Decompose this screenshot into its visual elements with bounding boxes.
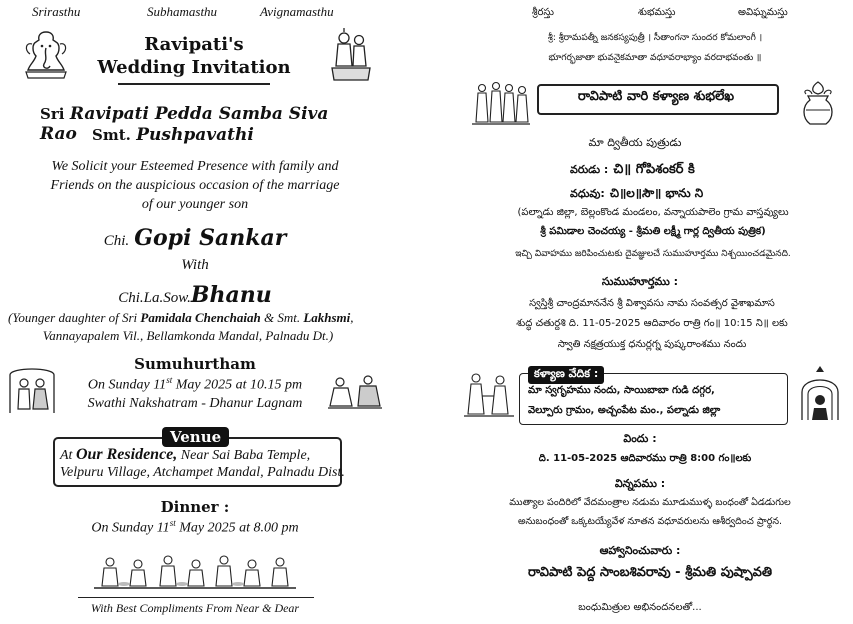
muhurtham-date-line <box>60 375 330 394</box>
bride-value-te: చి॥ల॥సౌ॥ భాను ని <box>609 186 704 200</box>
request-heading: విన్నపము : <box>614 477 666 490</box>
dinner-date-line <box>60 518 330 537</box>
feast-scene-icon <box>90 548 300 594</box>
couple-ritual-icon <box>326 368 384 414</box>
bride-parents-line <box>8 310 388 326</box>
solicit-line3: of our younger son <box>141 197 249 212</box>
bride-village-line: Vannayapalem Vil., Bellamkonda Mandal, Palnadu Dt.) <box>42 328 334 343</box>
vindu-heading: విందు : <box>623 432 657 445</box>
temple-icon <box>796 364 844 422</box>
muhurtham-heading: Sumuhurtham <box>134 355 256 373</box>
dinner-time: May 2025 at 8.00 pm <box>175 520 299 536</box>
venue-temple: Near Sai Baba Temple, <box>180 448 311 463</box>
muhurtham-time: May 2025 at 10.15 pm <box>172 377 303 393</box>
ganesha-icon <box>18 28 74 80</box>
host2-line <box>92 125 352 145</box>
kanyadanam-icon <box>462 368 516 420</box>
with-text: With <box>181 257 209 273</box>
bride-parents-a: (Younger daughter of Sri <box>8 310 138 325</box>
dinner-date: On Sunday 11 <box>91 520 170 536</box>
host2-name: Pushpavathi <box>136 125 254 145</box>
host-name: Ravipati Pedda Samba Siva Rao <box>40 104 329 144</box>
groom-row <box>570 158 770 180</box>
host-prefix: Sri <box>40 105 65 123</box>
tel-blessing-1: శ్రీరస్తు <box>532 7 554 18</box>
blessing-avignamasthu: Avignamasthu <box>260 4 334 19</box>
blessing-subhamasthu: Subhamasthu <box>147 4 218 19</box>
bride-address1: (పల్నాడు జిల్లా, బెల్లంకొండ మండలం, వన్నాయపాలెం గ్రామ వాస్తవ్యులు <box>517 207 789 218</box>
groom-name: Gopi Sankar <box>134 225 287 251</box>
shiva-parvati-icon <box>326 28 376 82</box>
title-line2: Wedding Invitation <box>97 57 291 78</box>
tel-blessing-3: అవిఘ్నమస్తు <box>738 7 788 18</box>
groom-label-te: వరుడు : <box>570 163 609 176</box>
muhurtham-date: On Sunday 11 <box>87 377 167 393</box>
closing-line: బంధుమిత్రుల అభినందనలతో... <box>578 602 702 613</box>
venue-label: Venue <box>162 427 229 447</box>
kalyana-vedika-label: కళ్యాణ వేదిక : <box>528 366 604 384</box>
son-line: మా ద్వితీయ పుత్రుడు <box>588 136 682 149</box>
venue-line2: Velpuru Village, Atchampet Mandal, Palnadu Dist. <box>60 465 345 480</box>
rama-parivar-icon <box>470 78 532 128</box>
venue-line1 <box>60 446 340 464</box>
shloka-line1: శ్రీ: శ్రీరామపత్నీ జనకస్యపుత్రీ । సీతాంగనా సుందర కోమలాంగీ । <box>547 33 763 43</box>
bride-line <box>20 282 370 308</box>
decision-line: ఇచ్చి వివాహము జరిపించుటకు దైవజ్ఞులచే సుముహూర్తము నిశ్చయించడమైనది. <box>515 249 791 259</box>
muhurtham-te-1: స్వస్తిశ్రీ చాంద్రమాననేన శ్రీ విశ్వావసు నామ సంవత్సర వైశాఖమాస <box>529 298 775 309</box>
bride-parents-c: & Smt. <box>263 310 301 325</box>
muhurtham-te-3: స్వాతి నక్షత్రయుక్త ధనుర్లగ్న పుష్కరాంశము నందు <box>557 339 747 350</box>
muhurtham-star: Swathi Nakshatram - Dhanur Lagnam <box>87 396 303 411</box>
bride-parents-e: , <box>350 310 354 325</box>
compliments-rule <box>78 597 314 598</box>
groom-prefix: Chi. <box>103 233 130 249</box>
bride-parents-b: Pamidala Chenchaiah <box>140 310 261 325</box>
venue-at: At <box>60 448 73 463</box>
shloka-line2: భూగర్భజాతా భువనైకమాతా వధూవరాభ్యాం వరదాభవంతు ॥ <box>548 53 762 63</box>
request-line1: ముత్యాల పందిరిలో వేదమంత్రాల నడుమ మూడుముళ్ళ బంధంతో ఏడడుగుల <box>509 497 791 508</box>
title-line1: Ravipati's <box>144 34 244 55</box>
request-line2: అనుబంధంతో ఒక్కటయ్యేవేళ నూతన వధూవరులను ఆశీర్వదించ ప్రార్థన. <box>517 516 783 527</box>
host2-prefix: Smt. <box>92 126 131 144</box>
kalasam-icon <box>798 80 838 128</box>
bride-row <box>570 182 770 203</box>
bride-address2: శ్రీ పమిడాల చెంచయ్య - శ్రీమతి లక్ష్మీ గార్ల ద్వితీయ పుత్రిక) <box>540 226 766 237</box>
vindu-line: ది. 11-05-2025 ఆదివారము రాత్రి 8:00 గం॥లకు <box>538 453 752 464</box>
muhurtham-sup: st <box>166 375 173 385</box>
tel-blessing-2: శుభమస్తు <box>638 7 676 18</box>
bride-label-te: వధువు: <box>570 187 605 200</box>
inviter-name: రావిపాటి పెద్ద సాంబశివరావు - శ్రీమతి పుష్పావతి <box>527 565 773 580</box>
banner-text: రావిపాటి వారి కళ్యాణ శుభలేఖ <box>577 89 735 104</box>
dinner-heading: Dinner : <box>160 498 230 516</box>
solicit-line2: Friends on the auspicious occasion of the marriage <box>50 178 340 193</box>
kalyana-vedika-line2: వెల్పూరు గ్రామం, అచ్చంపేట మం., పల్నాడు జిల్లా <box>528 405 721 416</box>
title-underline <box>118 83 270 85</box>
solicit-line1: We Solicit your Esteemed Presence with family and <box>51 159 339 174</box>
bride-parents-d: Lakhsmi <box>303 310 351 325</box>
muhurtham-heading-te: సుముహూర్తము : <box>601 275 679 288</box>
bride-prefix: Chi.La.Sow. <box>118 290 191 306</box>
inviter-heading: ఆహ్వానించువారు : <box>599 544 681 557</box>
groom-line <box>20 225 370 251</box>
compliments-text: With Best Compliments From Near & Dear <box>90 601 300 615</box>
bride-name: Bhanu <box>190 282 272 308</box>
venue-residence: Our Residence, <box>75 446 178 463</box>
kalyana-vedika-line1: మా స్వగృహము నందు, సాయిబాబా గుడి దగ్గర, <box>528 385 715 396</box>
muhurtham-te-2: శుద్ధ చతుర్దశి ది. 11-05-2025 ఆదివారం రాత్రి గం॥ 10:15 ని॥ లకు <box>516 318 788 329</box>
groom-value-te: చి॥ గోపిశంకర్ కి <box>613 162 695 177</box>
dinner-sup: st <box>169 518 176 528</box>
wedding-couple-icon <box>6 365 58 415</box>
blessing-srirasthu: Srirasthu <box>32 4 81 19</box>
